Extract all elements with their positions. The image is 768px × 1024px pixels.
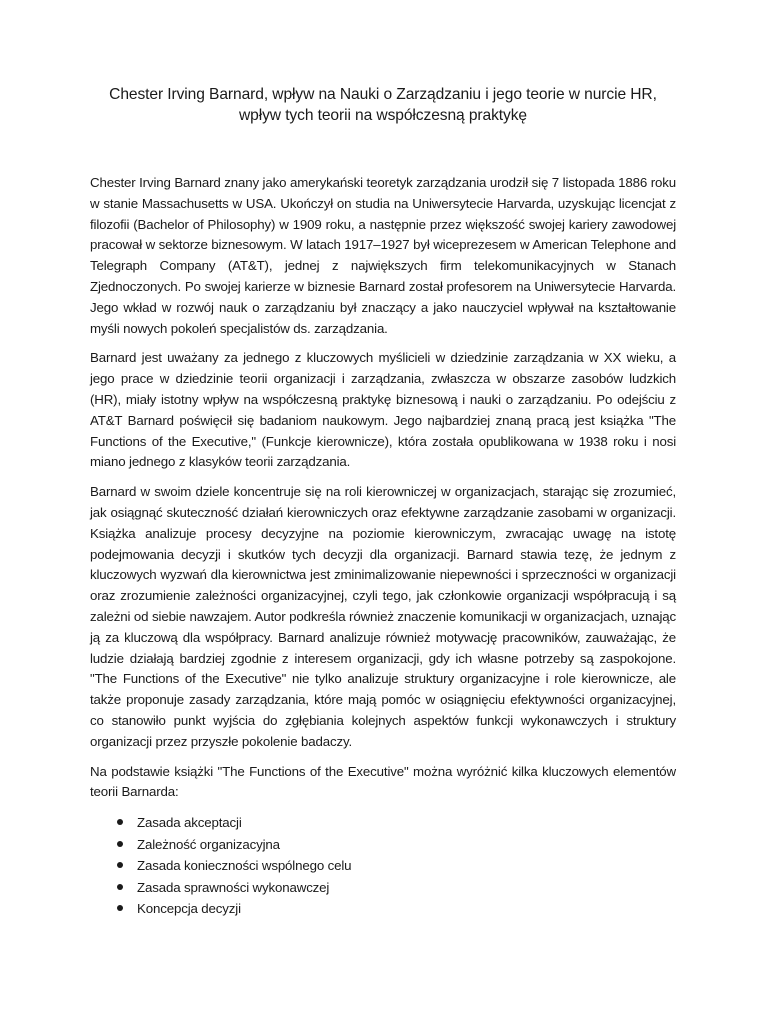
paragraph-biography: Chester Irving Barnard znany jako amerykański teoretyk zarządzania urodził się 7 listopada 1886 roku w stanie Massachusetts w USA. Ukończył on studia na Uniwersytecie Harvarda, uzyskując licencjat z filozofii (Bachelor of Philosophy) w 1909 roku, a następnie przez większość swojej kariery zawodowej pracował w sektorze biznesowym. W latach 1917–1927 był wiceprezesem w American Telephone and Telegraph Company (AT&T), jednej z największych firm telekomunikacyjnych w Stanach Zjednoczonych. Po swojej karierze w biznesie Barnard został profesorem na Uniwersytecie Harvarda. Jego wkład w rozwój nauk o zarządzaniu był znaczący a jako nauczyciel wpływał na kształtowanie myśli nowych pokoleń specjalistów ds. zarządzania. bbox=[90, 175, 676, 336]
list-item bbox=[90, 877, 676, 899]
title-line-2: wpływ tych teorii na współczesną praktykę bbox=[239, 107, 527, 124]
bullet-icon bbox=[117, 884, 123, 890]
bullet-icon bbox=[117, 841, 123, 847]
list-item-text: Zależność organizacyjna bbox=[137, 836, 280, 852]
title-line-1: Chester Irving Barnard, wpływ na Nauki o Zarządzaniu i jego teorie w nurcie HR, bbox=[109, 86, 657, 103]
document-title bbox=[90, 84, 676, 126]
paragraph-key-elements-intro: Na podstawie książki "The Functions of the Executive" można wyróżnić kilka kluczowych elementów teorii Barnarda: bbox=[90, 763, 676, 800]
list-item-text: Zasada sprawności wykonawczej bbox=[137, 879, 330, 895]
list-item-text: Zasada akceptacji bbox=[137, 815, 242, 831]
list-item bbox=[90, 812, 676, 834]
document-page bbox=[90, 84, 676, 920]
paragraph-significance: Barnard jest uważany za jednego z kluczowych myślicieli w dziedzinie zarządzania w XX wieku, a jego prace w dziedzinie teorii organizacji i zarządzania, zwłaszcza w obszarze zasobów ludzkich (HR), miały istotny wpływ na współczesną praktykę biznesową i nauki o zarządzaniu. Po odejściu z AT&T Barnard poświęcił się badaniom naukowym. Jego najbardziej znaną pracą jest książka "The Functions of the Executive," (Funkcje kierownicze), która została opublikowana w 1938 roku i nosi miano jednego z klasyków teorii zarządzania. bbox=[90, 350, 676, 470]
list-item-text: Zasada konieczności wspólnego celu bbox=[137, 858, 352, 874]
bullet-icon bbox=[117, 862, 123, 868]
list-item-text: Koncepcja decyzji bbox=[137, 901, 241, 917]
list-item bbox=[90, 855, 676, 877]
bullet-icon bbox=[117, 905, 123, 911]
list-item bbox=[90, 898, 676, 920]
paragraph-functions-of-executive: Barnard w swoim dziele koncentruje się na roli kierowniczej w organizacjach, starając się zrozumieć, jak osiągnąć skuteczność działań kierowniczych oraz efektywne zarządzanie zasobami w organizacji. Książka analizuje procesy decyzyjne na poziomie kierowniczym, zwracając uwagę na istotę podejmowania decyzji i skutków tych decyzji dla organizacji. Barnard stawia tezę, że jednym z kluczowych wyzwań dla kierownictwa jest zminimalizowanie niepewności i sprzeczności w organizacji oraz zrozumienie zależności organizacyjnej, czyli tego, jak członkowie organizacji współpracują i są zależni od siebie nawzajem. Autor podkreśla również znaczenie komunikacji w organizacjach, uznając ją za kluczową dla współpracy. Barnard analizuje również motywację pracowników, zauważając, że ludzie działają bardziej zgodnie z interesem organizacji, gdy ich własne potrzeby są zaspokojone. "The Functions of the Executive" nie tylko analizuje struktury organizacyjne i role kierownicze, ale także proponuje zasady zarządzania, które mają pomóc w osiągnięciu efektywności organizacyjnej, co stanowiło punkt wyjścia do zgłębiania kolejnych aspektów funkcji wykonawczych i struktury organizacji przez przyszłe pokolenie badaczy. bbox=[90, 484, 676, 749]
list-item bbox=[90, 834, 676, 856]
key-elements-list bbox=[90, 812, 676, 920]
bullet-icon bbox=[117, 819, 123, 825]
